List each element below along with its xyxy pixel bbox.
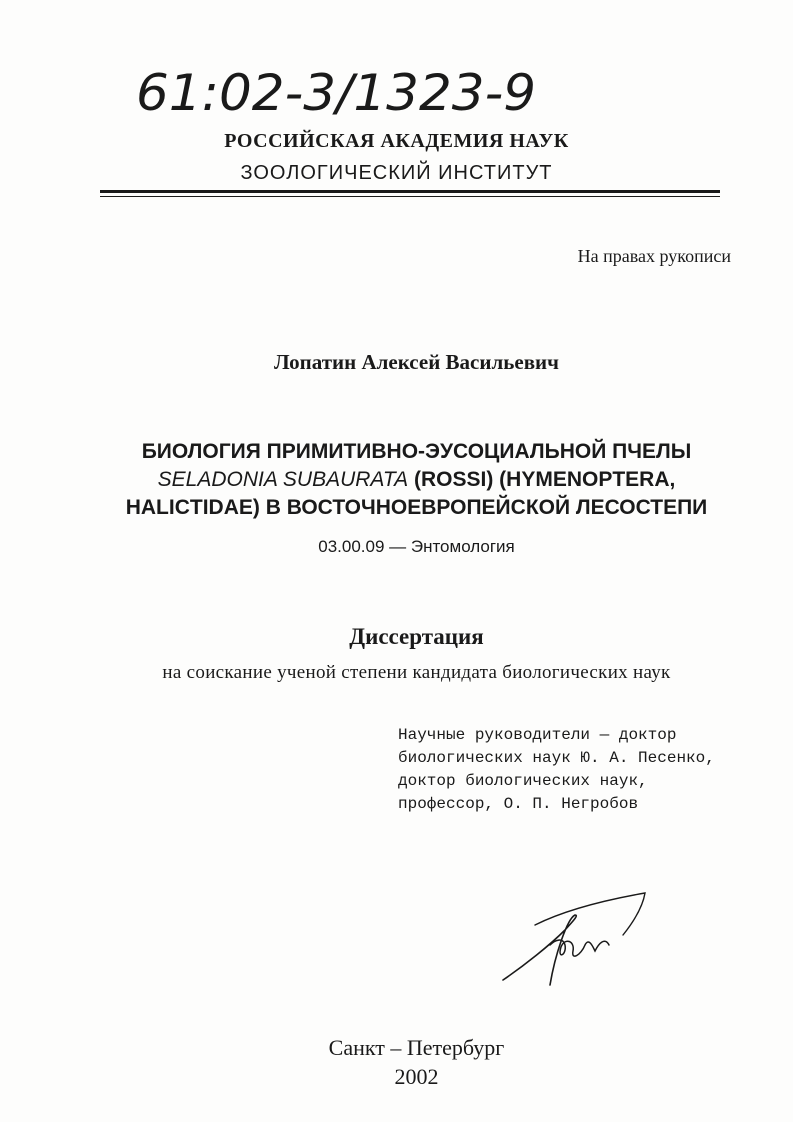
advisors-line-2: биологических наук Ю. А. Песенко,	[398, 749, 715, 767]
species-name: SELADONIA SUBAURATA	[157, 468, 409, 491]
rights-note: На правах рукописи	[577, 246, 731, 266]
specialty-code: 03.00.09 — Энтомология	[318, 537, 515, 556]
publication-city: Санкт – Петербург	[328, 1035, 505, 1060]
publication-year: 2002	[394, 1064, 439, 1089]
handwritten-signature	[495, 885, 655, 995]
title-line-3: HALICTIDAE) В ВОСТОЧНОЕВРОПЕЙСКОЙ ЛЕСОСТЕПИ	[125, 496, 708, 519]
advisors-line-4: профессор, О. П. Негробов	[398, 795, 639, 813]
document-type: Диссертация	[349, 624, 484, 649]
archive-code-text: 61:02-3/1323-9	[136, 64, 536, 122]
header-rule-thin	[100, 196, 720, 197]
institute-name: ЗООЛОГИЧЕСКИЙ ИНСТИТУТ	[240, 162, 553, 184]
header-rule-thick	[100, 190, 720, 193]
title-line-2	[60, 466, 773, 494]
advisors-line-3: доктор биологических наук,	[398, 772, 648, 790]
advisors-line-1: Научные руководители — доктор	[398, 726, 677, 744]
handwritten-archive-code	[130, 52, 550, 142]
title-line-1: БИОЛОГИЯ ПРИМИТИВНО-ЭУСОЦИАЛЬНОЙ ПЧЕЛЫ	[141, 440, 692, 463]
organization-name: РОССИЙСКАЯ АКАДЕМИЯ НАУК	[224, 130, 569, 152]
author-name: Лопатин Алексей Васильевич	[274, 350, 559, 374]
dissertation-title	[60, 438, 773, 522]
degree-description: на соискание ученой степени кандидата биологических наук	[162, 662, 671, 683]
scientific-advisors	[398, 724, 715, 816]
title-line-2-rest: (ROSSI) (HYMENOPTERA,	[408, 468, 676, 491]
